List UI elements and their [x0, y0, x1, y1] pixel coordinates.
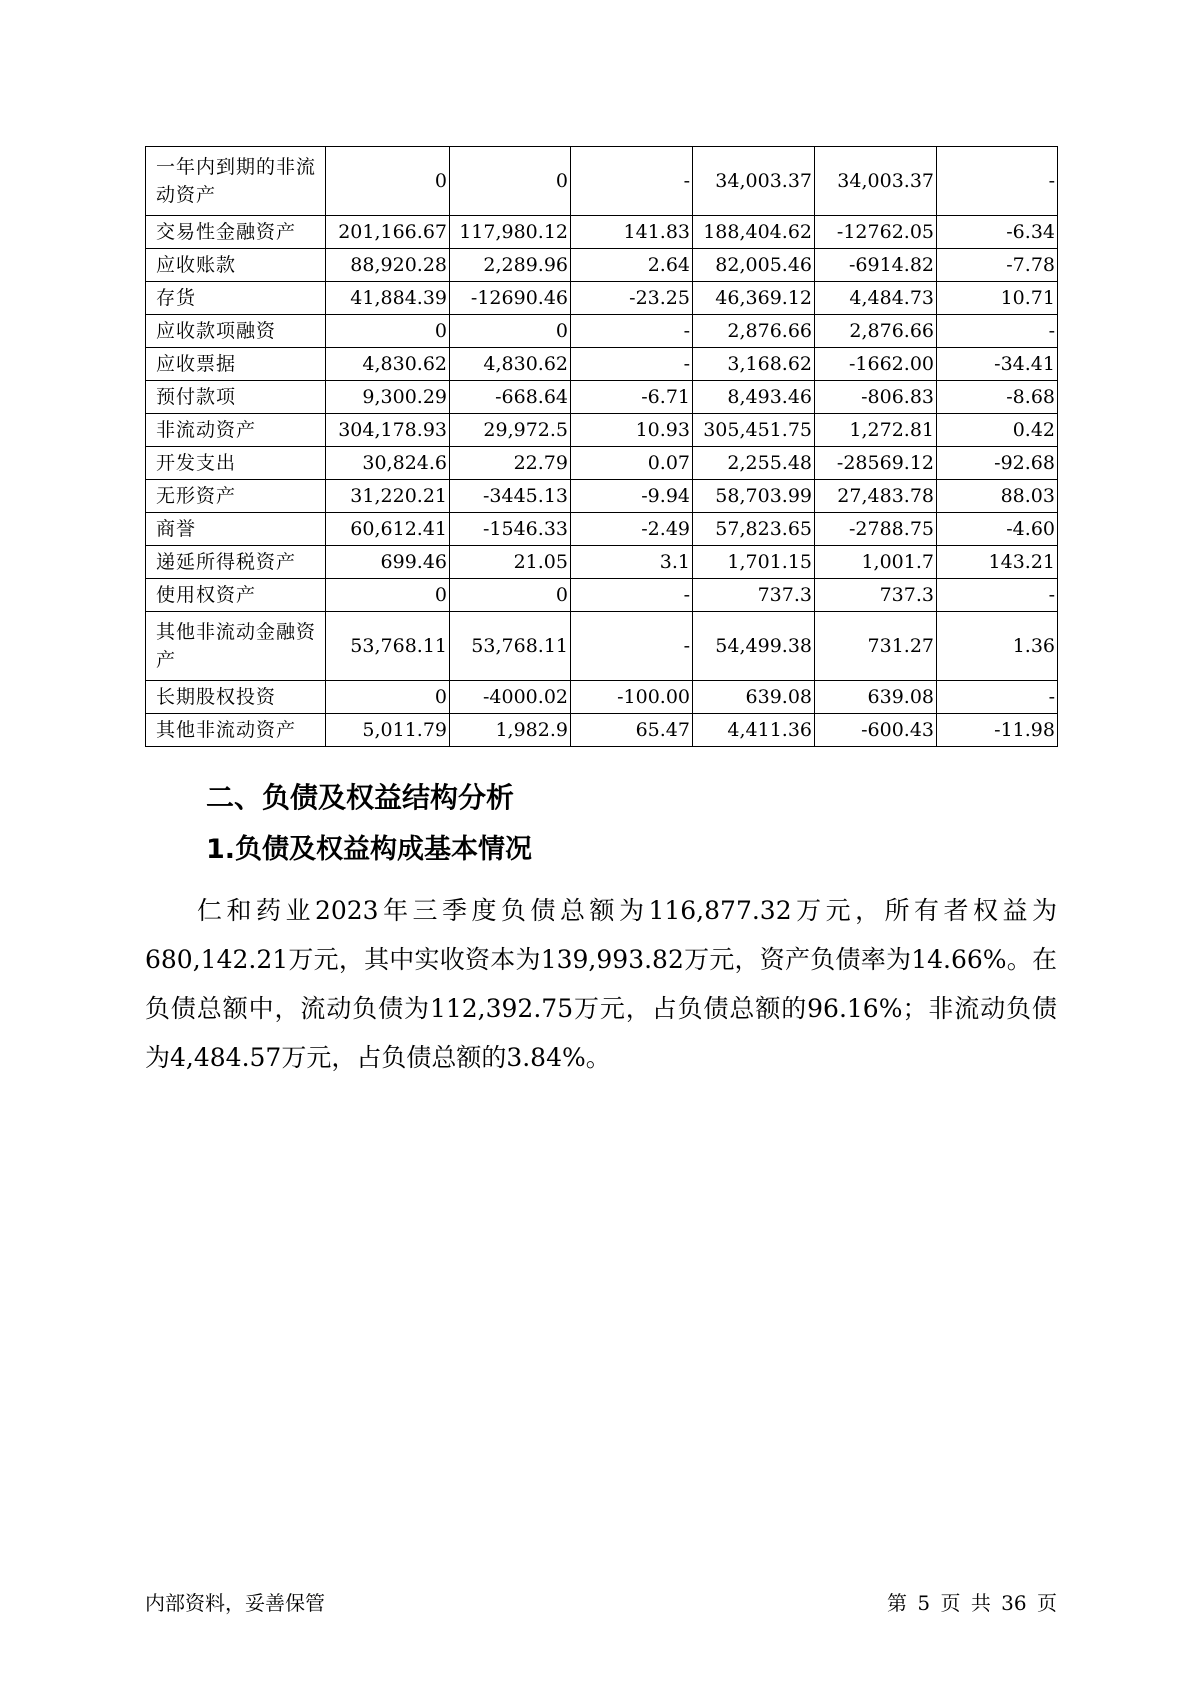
cell-value: 737.3 — [815, 579, 937, 612]
row-label: 存货 — [146, 282, 326, 315]
cell-value: 2,876.66 — [815, 315, 937, 348]
cell-value: -668.64 — [450, 381, 571, 414]
cell-value: -6.34 — [937, 216, 1058, 249]
cell-value: -2788.75 — [815, 513, 937, 546]
row-label: 应收账款 — [146, 249, 326, 282]
cell-value: -1546.33 — [450, 513, 571, 546]
cell-value: 88.03 — [937, 480, 1058, 513]
cell-value: 0 — [326, 579, 450, 612]
cell-value: 22.79 — [450, 447, 571, 480]
row-label: 其他非流动金融资产 — [146, 612, 326, 681]
cell-value: 304,178.93 — [326, 414, 450, 447]
cell-value: 201,166.67 — [326, 216, 450, 249]
cell-value: -4.60 — [937, 513, 1058, 546]
table-row — [146, 480, 1058, 513]
cell-value: -2.49 — [571, 513, 693, 546]
cell-value: 4,830.62 — [326, 348, 450, 381]
table-row — [146, 381, 1058, 414]
cell-value: 1,001.7 — [815, 546, 937, 579]
cell-value: 0 — [450, 579, 571, 612]
cell-value: 737.3 — [693, 579, 815, 612]
cell-value: 41,884.39 — [326, 282, 450, 315]
cell-value: 1,701.15 — [693, 546, 815, 579]
cell-value: 34,003.37 — [693, 147, 815, 216]
footer-page-number: 第 5 页 共 36 页 — [887, 1591, 1057, 1615]
row-label: 预付款项 — [146, 381, 326, 414]
cell-value: 5,011.79 — [326, 714, 450, 747]
row-label: 交易性金融资产 — [146, 216, 326, 249]
subsection-heading: 1.负债及权益构成基本情况 — [206, 834, 533, 865]
cell-value: - — [571, 348, 693, 381]
cell-value: 4,484.73 — [815, 282, 937, 315]
cell-value: 21.05 — [450, 546, 571, 579]
cell-value: 29,972.5 — [450, 414, 571, 447]
cell-value: 34,003.37 — [815, 147, 937, 216]
row-label: 商誉 — [146, 513, 326, 546]
cell-value: 699.46 — [326, 546, 450, 579]
table-row — [146, 315, 1058, 348]
cell-value: 2,876.66 — [693, 315, 815, 348]
cell-value: 2,289.96 — [450, 249, 571, 282]
cell-value: 2.64 — [571, 249, 693, 282]
cell-value: -8.68 — [937, 381, 1058, 414]
row-label: 无形资产 — [146, 480, 326, 513]
footer-confidential-note: 内部资料，妥善保管 — [145, 1591, 325, 1615]
cell-value: - — [937, 681, 1058, 714]
table-row — [146, 348, 1058, 381]
cell-value: -806.83 — [815, 381, 937, 414]
table-row — [146, 249, 1058, 282]
cell-value: 10.93 — [571, 414, 693, 447]
cell-value: -9.94 — [571, 480, 693, 513]
cell-value: 53,768.11 — [326, 612, 450, 681]
cell-value: -28569.12 — [815, 447, 937, 480]
table-row — [146, 447, 1058, 480]
cell-value: 88,920.28 — [326, 249, 450, 282]
cell-value: 4,411.36 — [693, 714, 815, 747]
cell-value: - — [937, 579, 1058, 612]
cell-value: 0 — [450, 315, 571, 348]
cell-value: 1.36 — [937, 612, 1058, 681]
cell-value: 0.07 — [571, 447, 693, 480]
cell-value: 188,404.62 — [693, 216, 815, 249]
cell-value: 0 — [326, 681, 450, 714]
cell-value: 53,768.11 — [450, 612, 571, 681]
cell-value: -12690.46 — [450, 282, 571, 315]
cell-value: 30,824.6 — [326, 447, 450, 480]
cell-value: -4000.02 — [450, 681, 571, 714]
cell-value: -6914.82 — [815, 249, 937, 282]
cell-value: -11.98 — [937, 714, 1058, 747]
cell-value: 8,493.46 — [693, 381, 815, 414]
asset-change-table — [145, 146, 1058, 747]
cell-value: 60,612.41 — [326, 513, 450, 546]
cell-value: -1662.00 — [815, 348, 937, 381]
row-label: 使用权资产 — [146, 579, 326, 612]
row-label: 一年内到期的非流动资产 — [146, 147, 326, 216]
row-label: 递延所得税资产 — [146, 546, 326, 579]
cell-value: 0 — [326, 315, 450, 348]
table-row — [146, 681, 1058, 714]
table-row — [146, 579, 1058, 612]
cell-value: 27,483.78 — [815, 480, 937, 513]
cell-value: 731.27 — [815, 612, 937, 681]
cell-value: - — [571, 612, 693, 681]
cell-value: - — [571, 147, 693, 216]
table-row — [146, 612, 1058, 681]
cell-value: 143.21 — [937, 546, 1058, 579]
cell-value: 1,272.81 — [815, 414, 937, 447]
cell-value: 31,220.21 — [326, 480, 450, 513]
cell-value: -600.43 — [815, 714, 937, 747]
cell-value: 0.42 — [937, 414, 1058, 447]
cell-value: -23.25 — [571, 282, 693, 315]
cell-value: - — [937, 315, 1058, 348]
cell-value: -3445.13 — [450, 480, 571, 513]
table-row — [146, 282, 1058, 315]
row-label: 非流动资产 — [146, 414, 326, 447]
cell-value: 58,703.99 — [693, 480, 815, 513]
cell-value: 639.08 — [815, 681, 937, 714]
cell-value: 4,830.62 — [450, 348, 571, 381]
cell-value: 3.1 — [571, 546, 693, 579]
cell-value: 0 — [450, 147, 571, 216]
cell-value: 639.08 — [693, 681, 815, 714]
cell-value: 9,300.29 — [326, 381, 450, 414]
table-row — [146, 216, 1058, 249]
table-body — [146, 147, 1058, 747]
cell-value: 1,982.9 — [450, 714, 571, 747]
row-label: 开发支出 — [146, 447, 326, 480]
cell-value: 3,168.62 — [693, 348, 815, 381]
cell-value: 54,499.38 — [693, 612, 815, 681]
table-row — [146, 513, 1058, 546]
row-label: 长期股权投资 — [146, 681, 326, 714]
row-label: 其他非流动资产 — [146, 714, 326, 747]
cell-value: 141.83 — [571, 216, 693, 249]
cell-value: -6.71 — [571, 381, 693, 414]
cell-value: -7.78 — [937, 249, 1058, 282]
cell-value: 46,369.12 — [693, 282, 815, 315]
cell-value: 2,255.48 — [693, 447, 815, 480]
cell-value: 0 — [326, 147, 450, 216]
analysis-paragraph: 仁和药业2023年三季度负债总额为116,877.32万元，所有者权益为680,142.21万元，其中实收资本为139,993.82万元，资产负债率为14.66%。在负债总额中，流动负债为112,392.75万元，占负债总额的96.16%；非流动负债为4,484.57万元，占负债总额的3.84%。 — [145, 896, 1057, 1072]
cell-value: -100.00 — [571, 681, 693, 714]
cell-value: - — [937, 147, 1058, 216]
cell-value: -34.41 — [937, 348, 1058, 381]
table-row — [146, 147, 1058, 216]
row-label: 应收款项融资 — [146, 315, 326, 348]
cell-value: - — [571, 579, 693, 612]
cell-value: 305,451.75 — [693, 414, 815, 447]
cell-value: 82,005.46 — [693, 249, 815, 282]
table-row — [146, 414, 1058, 447]
row-label: 应收票据 — [146, 348, 326, 381]
table-row — [146, 714, 1058, 747]
section-heading: 二、负债及权益结构分析 — [206, 781, 515, 814]
cell-value: 117,980.12 — [450, 216, 571, 249]
cell-value: -12762.05 — [815, 216, 937, 249]
cell-value: 65.47 — [571, 714, 693, 747]
cell-value: -92.68 — [937, 447, 1058, 480]
table-row — [146, 546, 1058, 579]
cell-value: 57,823.65 — [693, 513, 815, 546]
cell-value: 10.71 — [937, 282, 1058, 315]
cell-value: - — [571, 315, 693, 348]
